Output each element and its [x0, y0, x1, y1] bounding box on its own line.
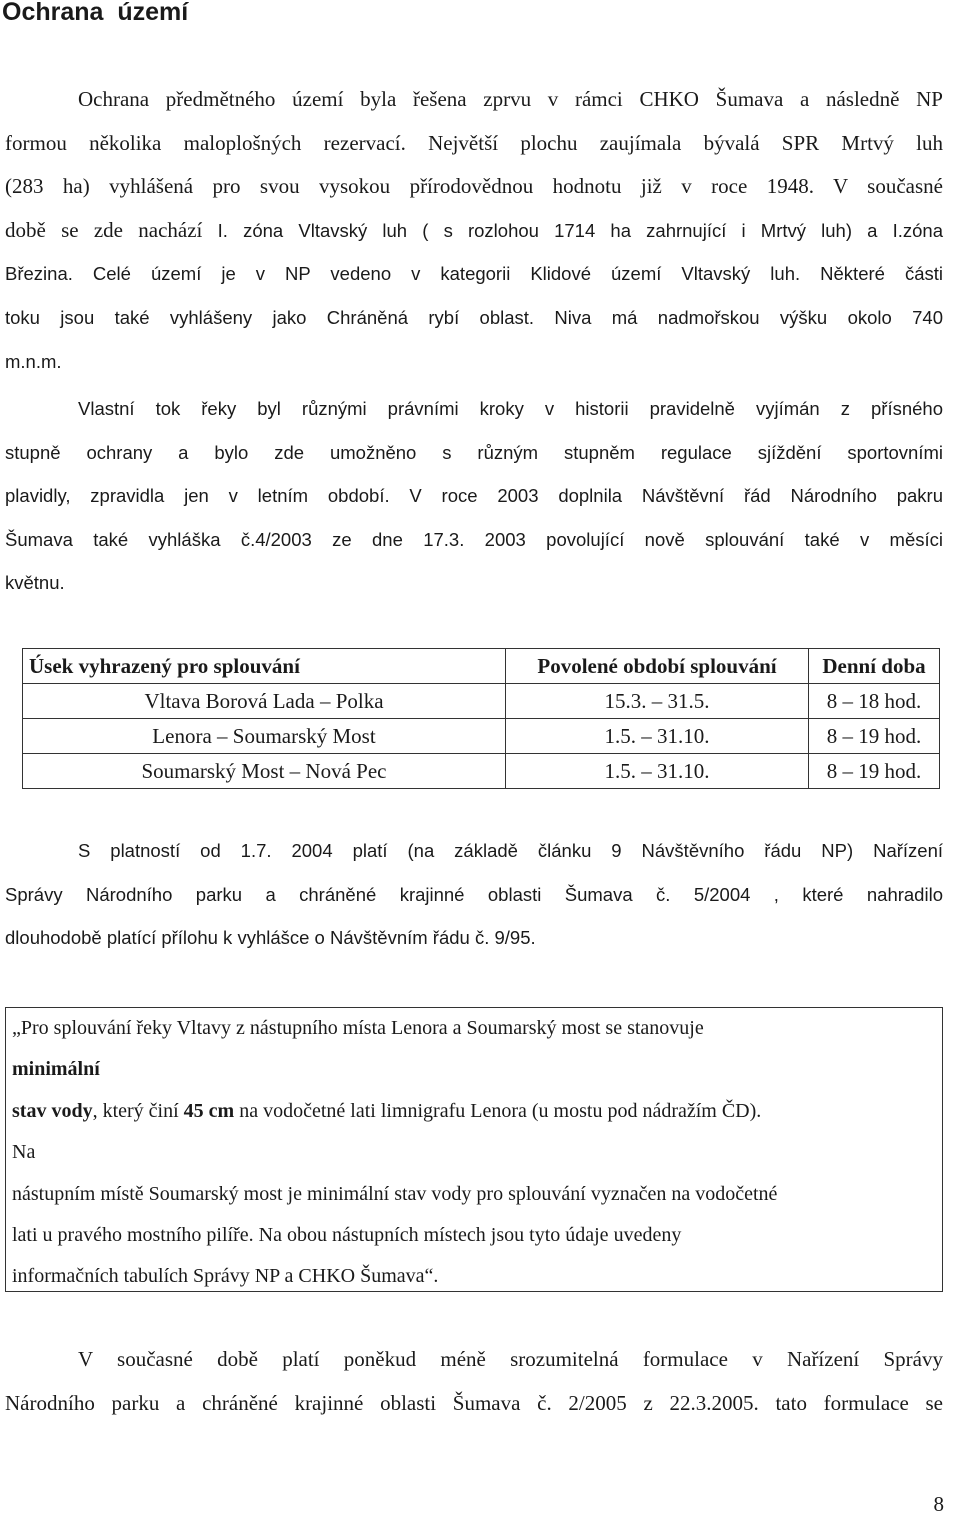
text-fragment: , který činí	[92, 1099, 184, 1122]
column-header: Povolené období splouvání	[506, 649, 809, 684]
text-line: V současné době platí poněkud méně srozumitelná formulace v Nařízení Správy	[78, 1347, 943, 1371]
text-line	[12, 1091, 942, 1132]
table-cell: 8 – 18 hod.	[809, 684, 940, 719]
text-line: Na	[12, 1141, 36, 1164]
page-number: 8	[933, 1492, 944, 1516]
text-line: plavidly, zpravidla jen v letním období. V roce 2003 doplnila Návštěvní řád Národního pakru	[5, 485, 943, 507]
text-line: (283 ha) vyhlášená pro svou vysokou přírodovědnou hodnotu již v roce 1948. V současné	[5, 174, 943, 199]
text-fragment: době se zde nachází	[5, 217, 218, 242]
table-cell: 8 – 19 hod.	[809, 754, 940, 789]
text-line: dlouhodobě platící přílohu k vyhlášce o Návštěvním řádu č. 9/95.	[5, 927, 536, 949]
table-row	[23, 684, 940, 719]
table-cell: Lenora – Soumarský Most	[23, 719, 506, 754]
text-fragment: Celé území je v NP vedeno v kategorii Klidové území Vltavský luh. Některé části	[72, 263, 943, 285]
column-header: Denní doba	[809, 649, 940, 684]
text-line: nástupním místě Soumarský most je minimální stav vody pro splouvání vyznačen na vodočetné	[12, 1182, 778, 1205]
page-heading: Ochrana území	[2, 0, 189, 26]
paragraph-protection-history	[5, 78, 943, 383]
table-row	[23, 754, 940, 789]
column-header: Úsek vyhrazený pro splouvání	[23, 649, 506, 684]
text-line: toku jsou také vyhlášeny jako Chráněná rybí oblast. Niva má nadmořskou výšku okolo 740	[5, 306, 943, 328]
paragraph-river-regulation	[5, 387, 943, 605]
water-level-notice-box	[5, 1007, 943, 1292]
rafting-periods-table	[22, 648, 940, 789]
text-line: formou několika maloplošných rezervací. Největší plochu zaujímala bývalá SPR Mrtvý luh	[5, 130, 943, 155]
text-line: Vlastní tok řeky byl různými právními kroky v historii pravidelně vyjímán z přísného	[78, 398, 943, 419]
table-cell: 8 – 19 hod.	[809, 719, 940, 754]
table-cell: 1.5. – 31.10.	[506, 719, 809, 754]
text-line: stupně ochrany a bylo zde umožněno s různým stupněm regulace sjíždění sportovními	[5, 441, 943, 463]
text-line: informačních tabulích Správy NP a CHKO Šumava“.	[12, 1265, 439, 1288]
table-cell: 1.5. – 31.10.	[506, 754, 809, 789]
table-cell: 15.3. – 31.5.	[506, 684, 809, 719]
bold-fragment: stav vody	[12, 1099, 93, 1122]
text-line: m.n.m.	[5, 350, 62, 372]
text-line	[5, 252, 943, 296]
text-line: „Pro splouvání řeky Vltavy z nástupního místa Lenora a Soumarský most se stanovuje	[12, 1017, 704, 1039]
table-row	[23, 719, 940, 754]
text-fragment: Březina.	[5, 263, 73, 285]
text-line: lati u pravého mostního pilíře. Na obou nástupních místech jsou tyto údaje uvedeny	[12, 1224, 682, 1247]
text-line: Národního parku a chráněné krajinné oblasti Šumava č. 2/2005 z 22.3.2005. tato formulace se	[5, 1390, 943, 1415]
text-fragment: na vodočetné lati limnigrafu Lenora (u mostu pod nádražím ČD).	[234, 1099, 762, 1122]
bold-fragment: 45 cm	[183, 1099, 235, 1122]
text-line: Správy Národního parku a chráněné krajinné oblasti Šumava č. 5/2004 , které nahradilo	[5, 883, 943, 905]
text-line	[5, 209, 943, 253]
text-line: S platností od 1.7. 2004 platí (na základě článku 9 Návštěvního řádu NP) Nařízení	[78, 840, 943, 861]
table-cell: Soumarský Most – Nová Pec	[23, 754, 506, 789]
text-fragment: I. zóna Vltavský luh ( s rozlohou 1714 ha zahrnující i Mrtvý luh) a I.zóna	[217, 219, 944, 241]
text-line: květnu.	[5, 572, 65, 594]
table-cell: Vltava Borová Lada – Polka	[23, 684, 506, 719]
text-line: Šumava také vyhláška č.4/2003 ze dne 17.3. 2003 povolující nově splouvání také v měsíci	[5, 528, 943, 550]
table-header-row	[23, 649, 940, 684]
paragraph-current-regulation	[5, 1338, 943, 1425]
text-line: Ochrana předmětného území byla řešena zprvu v rámci CHKO Šumava a následně NP	[78, 87, 943, 111]
text-line: minimální	[12, 1058, 100, 1081]
paragraph-regulation-2004	[5, 829, 943, 960]
